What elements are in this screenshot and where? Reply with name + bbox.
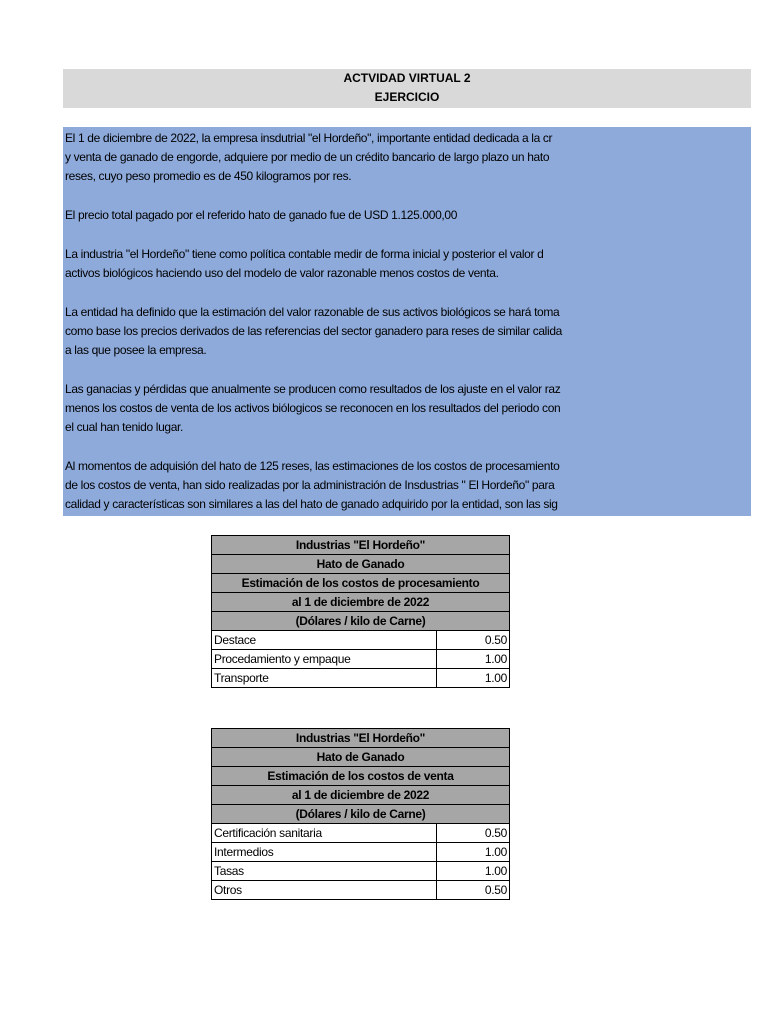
row-value: 0.50 — [437, 631, 510, 650]
table-header: Industrias "El Hordeño" — [212, 729, 510, 748]
text-line: El 1 de diciembre de 2022, la empresa insdutrial "el Hordeño", importante entidad dedicada a la cr — [65, 131, 553, 145]
exercise-text-clip — [63, 127, 615, 516]
text-line: reses, cuyo peso promedio es de 450 kilogramos por res. — [65, 169, 352, 183]
table-header: Hato de Ganado — [212, 555, 510, 574]
title-line-1: ACTVIDAD VIRTUAL 2 — [343, 71, 471, 85]
title-header — [63, 69, 751, 108]
table-header: Hato de Ganado — [212, 748, 510, 767]
text-line: Al momentos de adquisión del hato de 125 reses, las estimaciones de los costos de procesamiento — [65, 459, 560, 473]
table-header: al 1 de diciembre de 2022 — [212, 786, 510, 805]
table-header: Estimación de los costos de venta — [212, 767, 510, 786]
table-row — [212, 631, 510, 650]
table-row — [212, 669, 510, 688]
processing-costs-table — [211, 535, 510, 688]
row-value: 1.00 — [437, 669, 510, 688]
row-value: 0.50 — [437, 881, 510, 900]
text-line: y venta de ganado de engorde, adquiere por medio de un crédito bancario de largo plazo un hato — [65, 150, 550, 164]
row-label: Tasas — [212, 862, 437, 881]
text-line: La industria "el Hordeño" tiene como política contable medir de forma inicial y posterior el valor d — [65, 247, 544, 261]
text-line: menos los costos de venta de los activos biólogicos se reconocen en los resultados del periodo con — [65, 401, 561, 415]
row-value: 1.00 — [437, 843, 510, 862]
text-line: como base los precios derivados de las referencias del sector ganadero para reses de similar calida — [65, 324, 562, 338]
sales-costs-table — [211, 728, 510, 900]
table-header: (Dólares / kilo de Carne) — [212, 805, 510, 824]
table-row — [212, 824, 510, 843]
row-value: 1.00 — [437, 862, 510, 881]
table-header: (Dólares / kilo de Carne) — [212, 612, 510, 631]
row-label: Certificación sanitaria — [212, 824, 437, 843]
exercise-text-block — [63, 127, 751, 516]
text-line: de los costos de venta, han sido realizadas por la administración de Insdustrias " El Hordeño" para — [65, 478, 555, 492]
table-header: al 1 de diciembre de 2022 — [212, 593, 510, 612]
row-label: Procedamiento y empaque — [212, 650, 437, 669]
title-line-2: EJERCICIO — [374, 90, 440, 104]
text-line: activos biológicos haciendo uso del modelo de valor razonable menos costos de venta. — [65, 266, 499, 280]
table-row — [212, 881, 510, 900]
table-row — [212, 843, 510, 862]
text-line: La entidad ha definido que la estimación del valor razonable de sus activos biológicos se hará toma — [65, 305, 560, 319]
text-line: Las ganacias y pérdidas que anualmente se producen como resultados de los ajuste en el valor raz — [65, 382, 561, 396]
text-line: El precio total pagado por el referido hato de ganado fue de USD 1.125.000,00 — [65, 208, 458, 222]
row-label: Intermedios — [212, 843, 437, 862]
table-header: Industrias "El Hordeño" — [212, 536, 510, 555]
text-line: el cual han tenido lugar. — [65, 420, 184, 434]
text-line: calidad y características son similares a las del hato de ganado adquirido por la entidad, son las sig — [65, 497, 558, 511]
table-row — [212, 650, 510, 669]
row-value: 1.00 — [437, 650, 510, 669]
table-row — [212, 862, 510, 881]
row-label: Transporte — [212, 669, 437, 688]
row-label: Otros — [212, 881, 437, 900]
row-label: Destace — [212, 631, 437, 650]
text-line: a las que posee la empresa. — [65, 343, 207, 357]
table-header: Estimación de los costos de procesamiento — [212, 574, 510, 593]
row-value: 0.50 — [437, 824, 510, 843]
